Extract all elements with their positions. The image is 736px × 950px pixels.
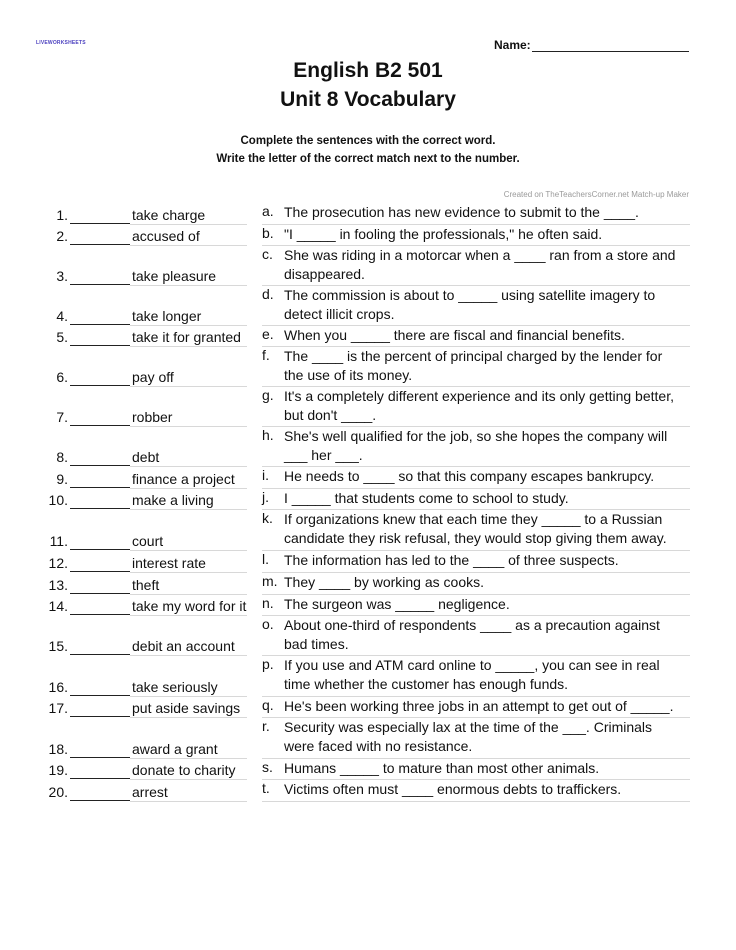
name-blank[interactable] [532,39,689,52]
vocab-term: take pleasure [132,268,217,284]
vocab-term: take it for granted [132,329,241,345]
vocab-term: interest rate [132,555,206,571]
sentence-text: If you use and ATM card online to _____, you can see in real time whether the customer has enough funds. [284,657,660,692]
answer-blank[interactable] [70,410,130,426]
item-number: 11. [49,533,68,549]
item-number: 16. [48,679,68,695]
term-divider [130,801,247,802]
answer-blank[interactable] [70,309,130,325]
item-number: 18. [48,741,68,757]
sentence-text: The prosecution has new evidence to submit to the ____. [284,204,639,220]
sentence-letter: q. [262,697,274,713]
match-row [0,759,736,780]
vocab-term: take charge [132,207,206,223]
sentence-letter: j. [262,489,269,505]
vocab-term: debt [132,449,160,465]
item-number: 3. [56,268,68,284]
match-row [0,467,736,489]
sentence-text: Security was especially lax at the time of the ___. Criminals were faced with no resistance. [284,719,653,754]
match-row [0,225,736,246]
title-line-2: Unit 8 Vocabulary [280,88,456,111]
vocab-term: put aside savings [132,700,241,716]
vocab-term: theft [132,577,160,593]
answer-blank[interactable] [70,680,130,696]
answer-blank[interactable] [70,639,130,655]
name-field [494,38,689,52]
answer-blank[interactable] [70,370,130,386]
sentence-text: It's a completely different experience and its only getting better, but don't ____. [284,388,674,423]
sentence-letter: a. [262,203,274,219]
match-row [0,551,736,573]
item-number: 12. [48,555,68,571]
item-number: 13. [48,577,68,593]
sentence-text: He needs to ____ so that this company escapes bankrupcy. [284,468,655,484]
sentence-letter: m. [262,573,278,589]
answer-blank[interactable] [70,450,130,466]
sentence-letter: h. [262,427,274,443]
instruction-line-2: Write the letter of the correct match next to the number. [216,153,520,165]
sentence-letter: f. [262,347,270,363]
sentence-letter: c. [262,246,273,262]
answer-blank[interactable] [70,701,130,717]
sentence-text: They ____ by working as cooks. [284,574,484,590]
item-number: 17. [48,700,68,716]
item-number: 5. [56,329,68,345]
sentence-letter: o. [262,616,274,632]
sentence-text: The information has led to the ____ of three suspects. [284,552,619,568]
answer-blank[interactable] [70,763,130,779]
sentence-letter: b. [262,225,274,241]
page-title [0,56,736,114]
answer-blank[interactable] [70,330,130,346]
sentence-text: If organizations knew that each time they _____ to a Russian candidate they risk refusal, they would stop giving them away. [284,511,667,546]
sentence-letter: t. [262,780,270,796]
vocab-term: make a living [132,492,214,508]
item-number: 20. [48,784,68,800]
answer-blank[interactable] [70,493,130,509]
sentence-letter: g. [262,387,274,403]
item-number: 1. [56,207,68,223]
item-number: 7. [56,409,68,425]
sentence-text: About one-third of respondents ____ as a precaution against bad times. [284,617,660,652]
vocab-term: take my word for it [132,598,247,614]
item-number: 4. [56,308,68,324]
answer-blank[interactable] [70,578,130,594]
match-row [0,489,736,510]
sentence-text: When you _____ there are fiscal and financial benefits. [284,327,625,343]
item-number: 8. [56,449,68,465]
sentence-text: The ____ is the percent of principal charged by the lender for the use of its money. [284,348,663,383]
match-row [0,616,736,656]
match-row [0,347,736,387]
answer-blank[interactable] [70,785,130,801]
vocab-term: pay off [132,369,174,385]
vocab-term: court [132,533,164,549]
sentence-letter: i. [262,467,269,483]
match-row [0,326,736,347]
vocab-term: arrest [132,784,168,800]
sentence-text: The surgeon was _____ negligence. [284,596,510,612]
item-number: 6. [56,369,68,385]
answer-blank[interactable] [70,208,130,224]
sentence-letter: e. [262,326,274,342]
answer-blank[interactable] [70,556,130,572]
title-line-1: English B2 501 [293,59,443,82]
sentence-letter: s. [262,759,273,775]
sentence-text: "I _____ in fooling the professionals," he often said. [284,226,603,242]
sentence-text: I _____ that students come to school to study. [284,490,569,506]
answer-blank[interactable] [70,269,130,285]
answer-blank[interactable] [70,472,130,488]
sentence-letter: p. [262,656,274,672]
match-row [0,203,736,225]
vocab-term: take longer [132,308,202,324]
sentence-text: She's well qualified for the job, so she hopes the company will ___ her ___. [284,428,668,463]
vocab-term: take seriously [132,679,218,695]
match-row [0,573,736,595]
vocab-term: debit an account [132,638,235,654]
item-number: 15. [48,638,68,654]
sentence-letter: d. [262,286,274,302]
sentence-letter: r. [262,718,270,734]
match-row [0,510,736,551]
logo: LIVEWORKSHEETS [36,40,86,46]
instruction-line-1: Complete the sentences with the correct word. [240,135,496,147]
sentence-divider [262,801,690,802]
answer-blank[interactable] [70,742,130,758]
name-label: Name: [494,38,531,52]
instructions [0,132,736,168]
match-row [0,656,736,697]
match-row [0,697,736,718]
sentence-text: Victims often must ____ enormous debts to traffickers. [284,781,622,797]
match-row [0,595,736,616]
item-number: 9. [56,471,68,487]
vocab-term: accused of [132,228,200,244]
match-row [0,387,736,427]
answer-blank[interactable] [70,229,130,245]
sentence-text: He's been working three jobs in an attempt to get out of _____. [284,698,674,714]
sentence-text: The commission is about to _____ using satellite imagery to detect illicit crops. [284,287,656,322]
match-row [0,246,736,286]
vocab-term: award a grant [132,741,218,757]
sentence-text: She was riding in a motorcar when a ____ ran from a store and disappeared. [284,247,676,282]
answer-blank[interactable] [70,599,130,615]
item-number: 14. [48,598,68,614]
item-number: 2. [56,228,68,244]
sentence-letter: l. [262,551,269,567]
item-number: 10. [48,492,68,508]
sentence-text: Humans _____ to mature than most other animals. [284,760,600,776]
vocab-term: donate to charity [132,762,236,778]
sentence-letter: n. [262,595,274,611]
item-number: 19. [48,762,68,778]
vocab-term: finance a project [132,471,235,487]
match-row [0,286,736,326]
sentence-letter: k. [262,510,273,526]
answer-blank[interactable] [70,534,130,550]
match-row [0,427,736,467]
vocab-term: robber [132,409,173,425]
match-row [0,718,736,759]
credit-text: Created on TheTeachersCorner.net Match-up Maker [503,190,689,199]
match-row [0,780,736,802]
